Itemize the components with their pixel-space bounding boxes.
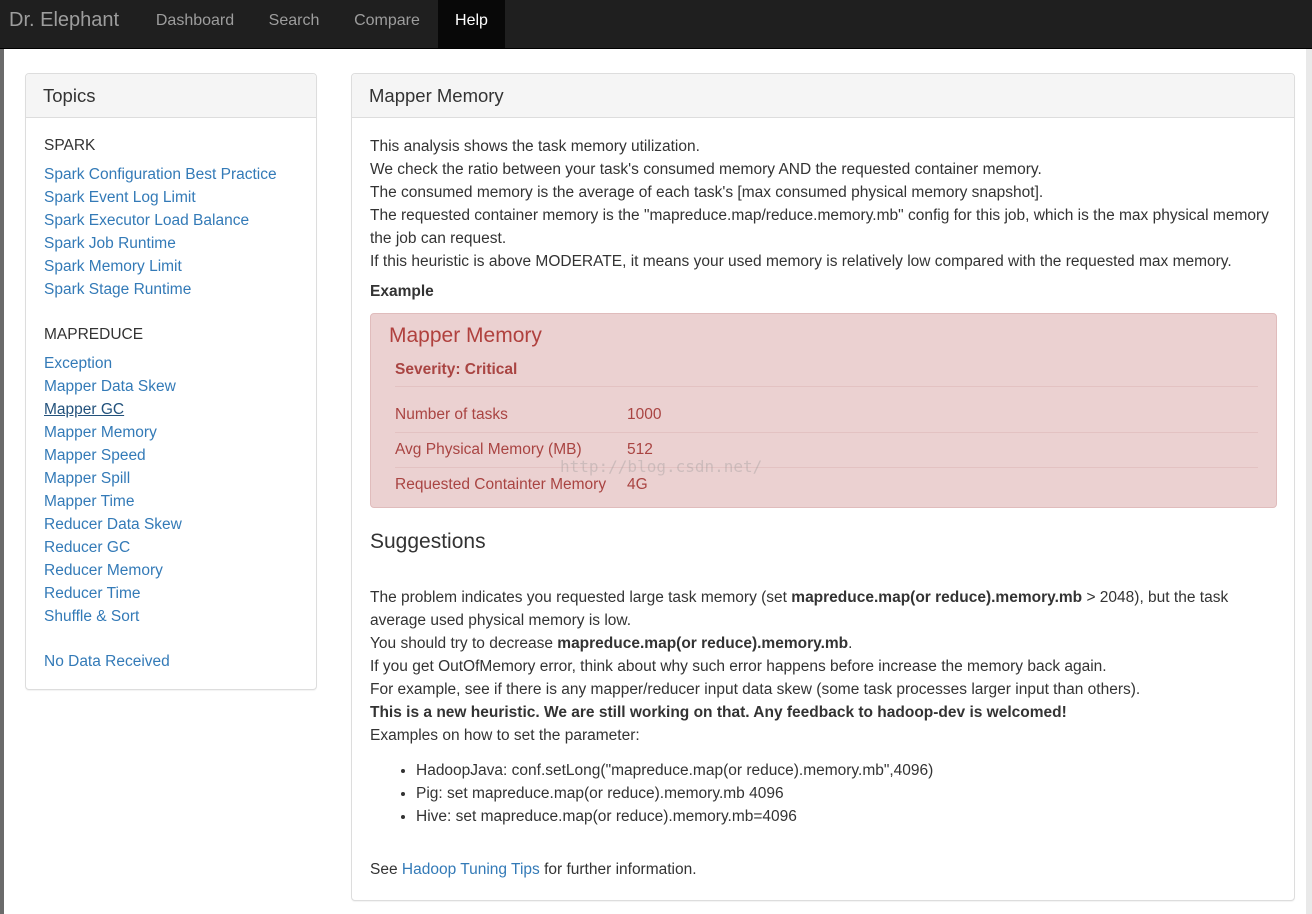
topic-mapper-speed[interactable]: Mapper Speed bbox=[44, 447, 146, 464]
intro-text bbox=[370, 135, 1280, 273]
suggestion-line: For example, see if there is any mapper/reducer input data skew (some task processes larger input than others). bbox=[370, 681, 1141, 698]
topic-spark-job-runtime[interactable]: Spark Job Runtime bbox=[44, 235, 176, 252]
topic-mapper-memory[interactable]: Mapper Memory bbox=[44, 424, 157, 441]
spark-section-label: SPARK bbox=[44, 137, 96, 154]
example-row bbox=[395, 432, 1258, 467]
suggestion-line: If you get OutOfMemory error, think about why such error happens before increase the memory back again. bbox=[370, 658, 1107, 675]
watermark: http://blog.csdn.net/ bbox=[560, 457, 763, 476]
example-title: Mapper Memory bbox=[389, 324, 542, 347]
nav-compare[interactable]: Compare bbox=[354, 12, 420, 29]
top-navbar bbox=[0, 0, 1312, 49]
nav-dashboard[interactable]: Dashboard bbox=[155, 12, 235, 29]
topics-panel bbox=[25, 73, 317, 690]
topic-spark-stage-runtime[interactable]: Spark Stage Runtime bbox=[44, 281, 192, 298]
intro-line: If this heuristic is above MODERATE, it means your used memory is relatively low compared with the requested max memory. bbox=[370, 253, 1232, 270]
window-left-edge bbox=[0, 0, 4, 914]
example-label: Example bbox=[370, 283, 434, 300]
window-right-edge bbox=[1306, 48, 1312, 914]
topic-no-data-received[interactable]: No Data Received bbox=[44, 653, 170, 670]
intro-line: The consumed memory is the average of each task's [max consumed physical memory snapshot]. bbox=[370, 184, 1044, 201]
topic-shuffle-sort[interactable]: Shuffle & Sort bbox=[44, 608, 140, 625]
example-row bbox=[395, 397, 1258, 432]
example-row-key: Number of tasks bbox=[395, 406, 508, 423]
topic-mapper-data-skew[interactable]: Mapper Data Skew bbox=[44, 378, 176, 395]
topic-reducer-data-skew[interactable]: Reducer Data Skew bbox=[44, 516, 182, 533]
suggestion-line: Examples on how to set the parameter: bbox=[370, 727, 640, 744]
example-row-value: 4G bbox=[627, 476, 648, 493]
example-row-key: Requested Containter Memory bbox=[395, 476, 607, 493]
help-content-panel bbox=[351, 73, 1295, 901]
topic-spark-memory-limit[interactable]: Spark Memory Limit bbox=[44, 258, 182, 275]
intro-line: This analysis shows the task memory utilization. bbox=[370, 138, 700, 155]
brand-logo[interactable]: Dr. Elephant bbox=[9, 9, 120, 31]
example-item: • HadoopJava: conf.setLong("mapreduce.map(or reduce).memory.mb",4096) bbox=[416, 759, 1280, 782]
topics-heading: Topics bbox=[26, 74, 316, 118]
intro-line: The requested container memory is the "mapreduce.map/reduce.memory.mb" config for this job, which is the max physical memory the job can request. bbox=[370, 207, 1269, 247]
example-row-key: Avg Physical Memory (MB) bbox=[395, 441, 582, 458]
example-row bbox=[395, 467, 1258, 502]
topic-spark-configuration[interactable]: Spark Configuration Best Practice bbox=[44, 166, 277, 183]
mapreduce-section-label: MAPREDUCE bbox=[44, 326, 144, 343]
topic-exception[interactable]: Exception bbox=[44, 355, 113, 372]
suggestions-heading: Suggestions bbox=[370, 530, 486, 553]
example-item: • Hive: set mapreduce.map(or reduce).memory.mb=4096 bbox=[416, 805, 1280, 828]
help-title: Mapper Memory bbox=[352, 74, 1294, 118]
nav-help[interactable]: Help bbox=[438, 0, 505, 48]
examples-list bbox=[370, 759, 1280, 828]
topic-spark-event-log-limit[interactable]: Spark Event Log Limit bbox=[44, 189, 196, 206]
nav-search[interactable]: Search bbox=[268, 12, 320, 29]
topic-reducer-time[interactable]: Reducer Time bbox=[44, 585, 141, 602]
example-row-value: 512 bbox=[627, 441, 653, 458]
topic-mapper-gc[interactable]: Mapper GC bbox=[44, 401, 125, 418]
example-severity: Severity: Critical bbox=[395, 361, 518, 378]
suggestion-line: This is a new heuristic. We are still working on that. Any feedback to hadoop-dev is welcomed! bbox=[370, 704, 1067, 721]
hadoop-tuning-tips-link[interactable]: Hadoop Tuning Tips bbox=[401, 861, 540, 878]
example-item: • Pig: set mapreduce.map(or reduce).memory.mb 4096 bbox=[416, 782, 1280, 805]
see-also-line: See Hadoop Tuning Tips for further information. bbox=[370, 861, 697, 878]
suggestions-text bbox=[370, 586, 1280, 828]
topic-reducer-gc[interactable]: Reducer GC bbox=[44, 539, 131, 556]
topic-mapper-spill[interactable]: Mapper Spill bbox=[44, 470, 131, 487]
example-divider bbox=[395, 386, 1258, 387]
example-severity-box bbox=[370, 313, 1277, 508]
suggestion-line: You should try to decrease mapreduce.map(or reduce).memory.mb. bbox=[370, 635, 853, 652]
topic-mapper-time[interactable]: Mapper Time bbox=[44, 493, 135, 510]
topic-spark-executor-load-balance[interactable]: Spark Executor Load Balance bbox=[44, 212, 250, 229]
topic-reducer-memory[interactable]: Reducer Memory bbox=[44, 562, 163, 579]
suggestion-line: The problem indicates you requested large task memory (set mapreduce.map(or reduce).memory.mb > 2048), but the task average used physical memory is low. bbox=[370, 589, 1229, 629]
example-row-value: 1000 bbox=[627, 406, 662, 423]
intro-line: We check the ratio between your task's consumed memory AND the requested container memory. bbox=[370, 161, 1042, 178]
